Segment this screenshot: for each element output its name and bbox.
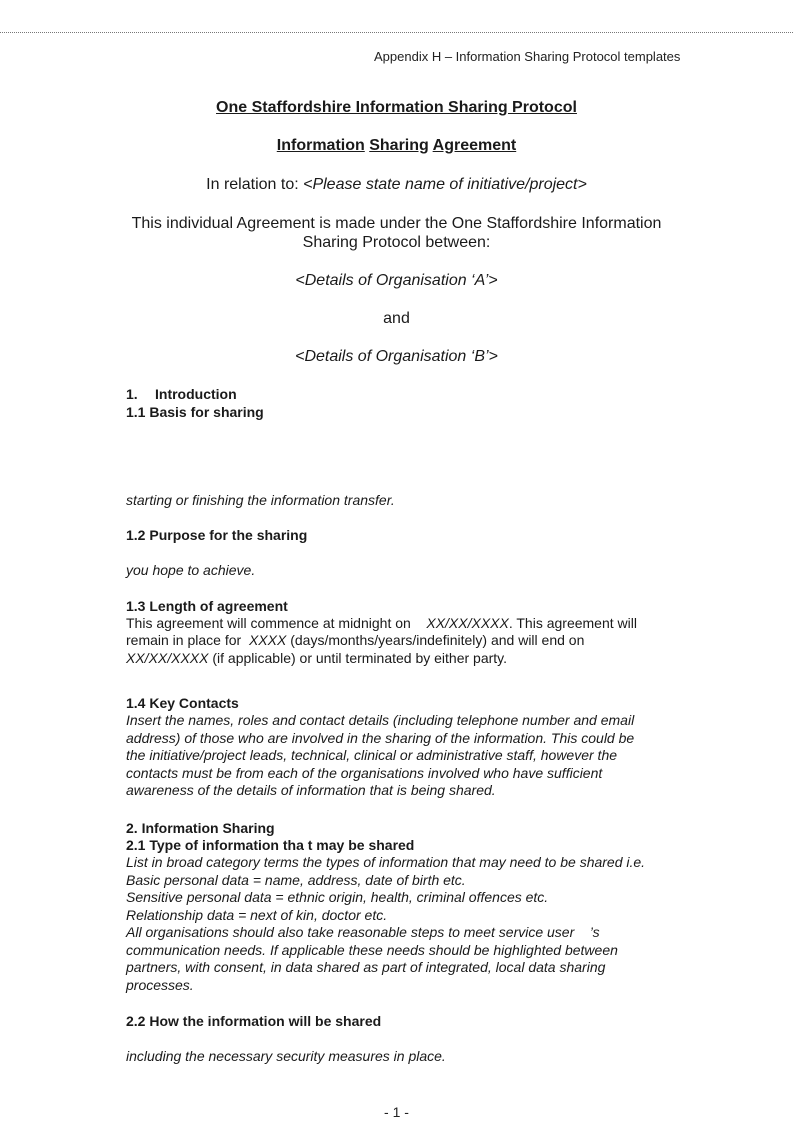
section-2-1-text [126, 854, 645, 994]
section-1-3-heading: 1.3 Length of agreement [126, 598, 288, 614]
section-1-heading [126, 386, 237, 404]
document-title: One Staffordshire Information Sharing Protocol [216, 99, 577, 116]
info-type-line: Basic personal data = name, address, date of birth etc. [126, 871, 466, 888]
intro-text [0, 214, 793, 252]
info-type-line: List in broad category terms the types of information that may need to be shared i.e. [126, 854, 646, 870]
intro-line: This individual Agreement is made under the One Staffordshire Information [131, 215, 662, 232]
commence-text: This agreement will commence at midnight on [126, 615, 411, 631]
key-contacts-line: the initiative/project leads, technical, clinical or administrative staff, however the [126, 747, 618, 763]
intro-line: Sharing Protocol between: [302, 234, 491, 251]
page-number: - 1 - [384, 1104, 409, 1120]
section-1-3-line-2 [126, 632, 584, 650]
commence-date: XX/XX/XXXX [426, 615, 509, 631]
subtitle-word: Information [276, 137, 365, 154]
section-1-2-heading: 1.2 Purpose for the sharing [126, 527, 308, 543]
organisation-b: <Details of Organisation ‘B’> [295, 348, 498, 365]
info-type-line: Sensitive personal data = ethnic origin, health, criminal offences etc. [126, 889, 549, 905]
section-2-heading: 2. Information Sharing [126, 820, 275, 836]
key-contacts-line: contacts must be from each of the organisations involved who have sufficient [126, 764, 603, 781]
document-subtitle [0, 137, 793, 155]
section-1-1-heading: 1.1 Basis for sharing [126, 404, 264, 420]
end-date: XX/XX/XXXX [126, 650, 209, 666]
section-1-4-heading: 1.4 Key Contacts [126, 695, 239, 711]
subtitle-word: Agreement [432, 137, 517, 154]
section-1-2-text: you hope to achieve. [126, 562, 256, 578]
and-text: and [383, 310, 410, 327]
relation-placeholder: <Please state name of initiative/project> [303, 176, 587, 193]
info-type-line: processes. [126, 976, 194, 993]
key-contacts-line: address) of those who are involved in the sharing of the information. This could be [126, 729, 635, 746]
relation-prefix: In relation to: [206, 176, 299, 193]
section-2-2-text: including the necessary security measures in place. [126, 1048, 446, 1064]
top-dotted-rule [0, 32, 793, 33]
info-type-line: communication needs. If applicable these needs should be highlighted between [126, 941, 618, 958]
section-1-3-line-3 [126, 650, 507, 668]
organisation-a: <Details of Organisation ‘A’> [295, 272, 498, 289]
commence-text-end: . This agreement will [508, 615, 637, 631]
section-1-4-text [126, 712, 634, 800]
section-1-number: 1. [126, 386, 138, 402]
info-type-line: All organisations should also take reasonable steps to meet service user ’s [126, 924, 600, 940]
section-1-3-line-1 [126, 615, 637, 633]
key-contacts-line: Insert the names, roles and contact details (including telephone number and email [126, 712, 635, 728]
period-value: XXXX [248, 632, 287, 648]
section-1-title: Introduction [155, 386, 237, 402]
key-contacts-line: awareness of the details of information that is being shared. [126, 782, 496, 798]
subtitle-word: Sharing [369, 137, 429, 154]
section-1-1-text: starting or finishing the information transfer. [126, 492, 395, 508]
end-text: (if applicable) or until terminated by either party. [212, 650, 508, 666]
section-2-1-heading: 2.1 Type of information tha t may be shared [126, 837, 415, 853]
info-type-line: partners, with consent, in data shared as part of integrated, local data sharing [126, 959, 606, 975]
relation-line [0, 176, 793, 194]
info-type-line: Relationship data = next of kin, doctor etc. [126, 906, 388, 923]
running-header: Appendix H – Information Sharing Protocol templates [374, 49, 681, 64]
period-text-end: (days/months/years/indefinitely) and will end on [290, 632, 585, 648]
period-text: remain in place for [126, 632, 242, 648]
section-2-2-heading: 2.2 How the information will be shared [126, 1013, 382, 1029]
